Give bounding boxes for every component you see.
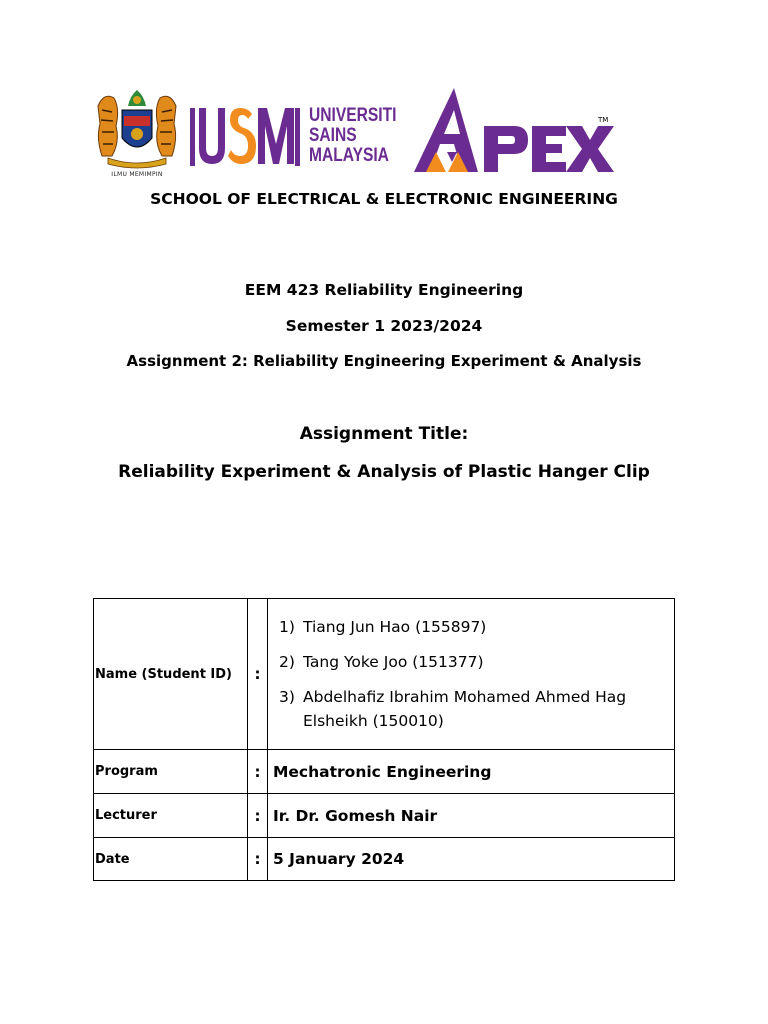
table-row-program [94, 750, 675, 794]
usm-wordmark [309, 106, 396, 166]
members-cell [268, 599, 675, 750]
semester: Semester 1 2023/2024 [285, 317, 483, 335]
name-label: Name (Student ID) [94, 599, 248, 750]
student-info-table [93, 598, 675, 881]
assignment-title: Reliability Experiment & Analysis of Plastic Hanger Clip [118, 462, 650, 482]
members-list [273, 615, 674, 733]
member-number: 2) [279, 653, 295, 671]
table-row-name [94, 599, 675, 750]
assignment-heading: Assignment 2: Reliability Engineering Experiment & Analysis [126, 352, 642, 370]
program-label: Program [94, 750, 248, 794]
member-number: 1) [279, 618, 295, 636]
date-value: 5 January 2024 [268, 838, 675, 881]
colon: : [248, 599, 268, 750]
course-title: EEM 423 Reliability Engineering [244, 281, 524, 299]
assignment-title-label: Assignment Title: [299, 424, 469, 444]
school-name: SCHOOL OF ELECTRICAL & ELECTRONIC ENGINEERING [150, 190, 618, 208]
usm-line-3: MALAYSIA [309, 145, 389, 166]
program-value: Mechatronic Engineering [268, 750, 675, 794]
colon: : [248, 750, 268, 794]
table-row-lecturer [94, 794, 675, 838]
colon: : [248, 794, 268, 838]
colon: : [248, 838, 268, 881]
date-label: Date [94, 838, 248, 881]
usm-logo-mark [190, 104, 300, 168]
logo-bar [0, 80, 768, 180]
member-name: Abdelhafiz Ibrahim Mohamed Ahmed Hag Elsheikh (150010) [303, 688, 627, 730]
member-number: 3) [279, 688, 295, 706]
list-item [279, 615, 674, 639]
member-name: Tang Yoke Joo (151377) [303, 653, 484, 671]
lecturer-label: Lecturer [94, 794, 248, 838]
member-name: Tiang Jun Hao (155897) [303, 618, 487, 636]
usm-line-2: SAINS [309, 125, 357, 146]
usm-line-1: UNIVERSITI [309, 105, 397, 126]
apex-logo [414, 86, 614, 178]
table-row-date [94, 838, 675, 881]
usm-crest-logo [94, 86, 180, 178]
apex-trademark: TM [598, 116, 609, 124]
crest-motto: ILMU MEMIMPIN [111, 171, 163, 178]
lecturer-value: Ir. Dr. Gomesh Nair [268, 794, 675, 838]
list-item [279, 685, 674, 733]
list-item [279, 650, 674, 674]
